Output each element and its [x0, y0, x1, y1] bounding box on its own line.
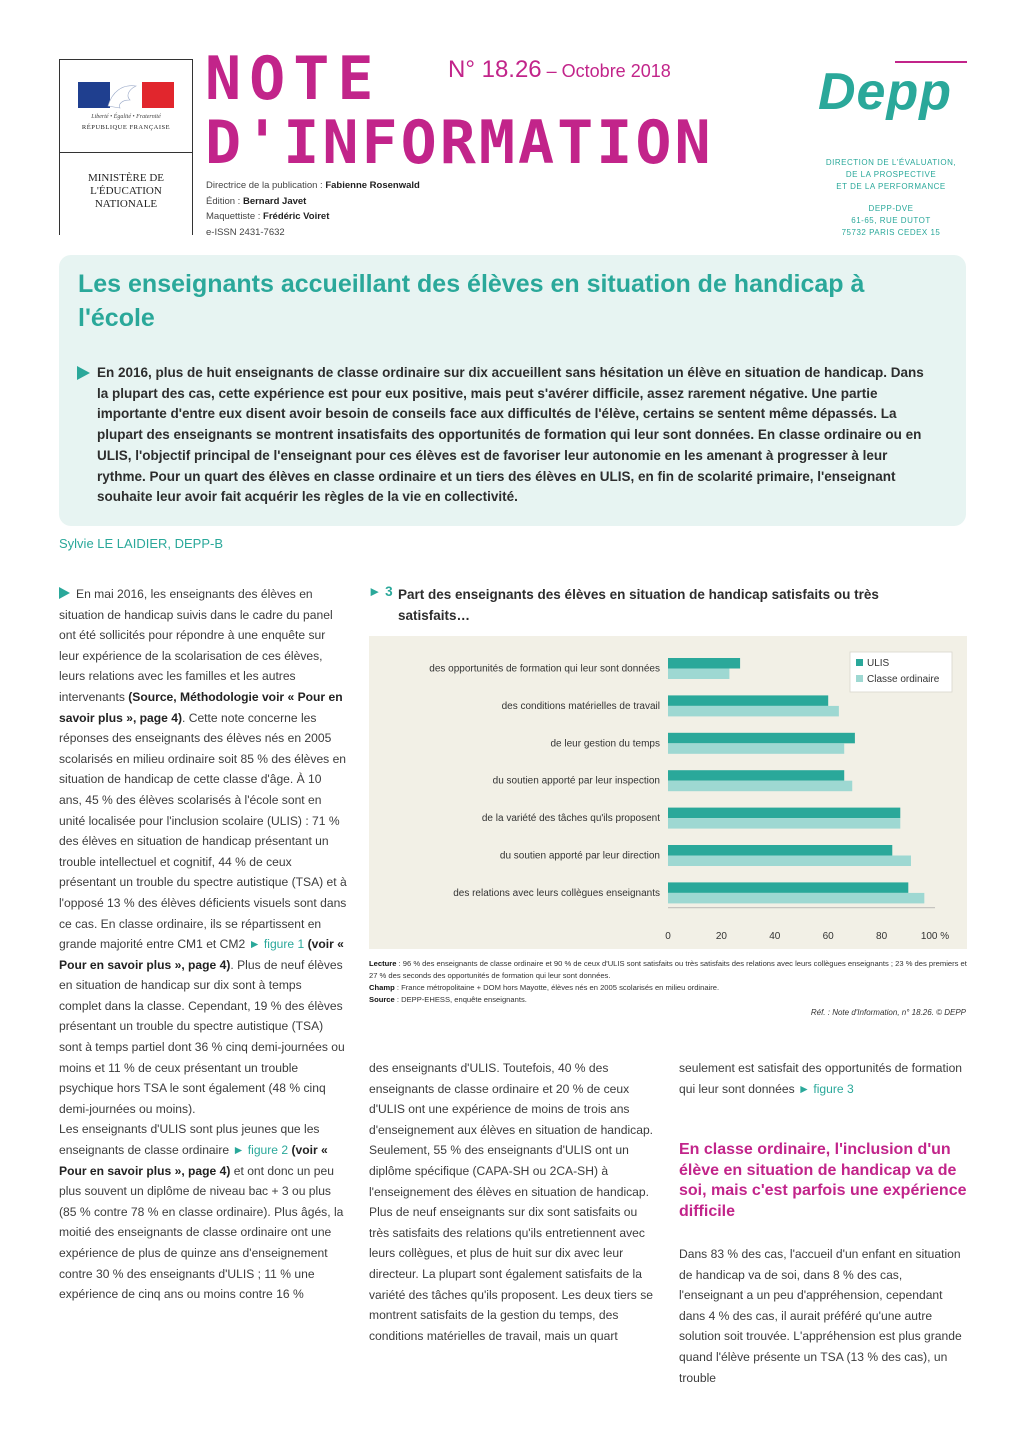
- issue-number: N° 18.26: [448, 56, 542, 83]
- article-lead: En 2016, plus de huit enseignants de classe ordinaire sur dix accueillent sans hésitation un élève en situation de handicap. Dans la plupart des cas, cette expérience est pour eux positive, mais peut s'avérer difficile, assez rarement négative. Une partie importante d'entre eux disent avoir besoin de conseils face aux difficultés de l'élève, certains se sentent même dépassés. La plupart des enseignants se montrent insatisfaits des opportunités de formation qui leur sont données. En classe ordinaire ou en ULIS, l'objectif principal de l'enseignant pour ces élèves est de favoriser leur autonomie en les amenant à progresser à leur rythme. Pour un quart des élèves en classe ordinaire et un tiers des élèves en ULIS, en fin de scolarité primaire, l'enseignant souhaite leur avoir fait acquérir les règles de la vie en collectivité.: [97, 365, 924, 505]
- bar-ulis: [668, 845, 892, 856]
- bar-ulis: [668, 770, 844, 781]
- publication-title-line2: D'INFORMATION: [205, 108, 714, 178]
- depp-direction: DIRECTION DE L'ÉVALUATION, DE LA PROSPECTIVE ET DE LA PERFORMANCE: [825, 158, 957, 191]
- paragraph: Les enseignants d'ULIS sont plus jeunes que les enseignants de classe ordinaire ► figure 2 (voir « Pour en savoir plus », page 4) et ont donc un peu plus souvent un diplôme de niveau bac + 3 ou plus (85 % contre 78 % en classe ordinaire). Plus âgés, la moitié des enseignants de classe ordinaire ont une expérience de plus de quinze ans d'enseignement contre 30 % des enseignants d'ULIS ; 11 % une expérience de cinq ans ou moins contre 16 %: [59, 1122, 344, 1302]
- depp-logo: Depp: [818, 63, 952, 121]
- x-tick-label: 100 %: [920, 931, 950, 942]
- credit-line: Édition : Bernard Javet: [206, 195, 307, 207]
- marianne-logo-icon: [78, 76, 174, 112]
- paragraph: seulement est satisfait des opportunités de formation qui leur sont données ► figure 3: [679, 1061, 963, 1096]
- legend-label: Classe ordinaire: [867, 674, 940, 685]
- credit-line: Maquettiste : Frédéric Voiret: [206, 211, 330, 222]
- bar-ulis: [668, 808, 900, 819]
- publication-credits: [206, 178, 420, 240]
- figure-3-link[interactable]: ► figure 3: [798, 1081, 854, 1096]
- figure-reference: Réf. : Note d'Information, n° 18.26. © DEPP: [810, 1008, 966, 1017]
- bar-classe-ordinaire: [668, 706, 839, 717]
- credit-line: e-ISSN 2431-7632: [206, 226, 285, 238]
- bar-classe-ordinaire: [668, 781, 852, 792]
- bar-classe-ordinaire: [668, 893, 924, 904]
- bar-ulis: [668, 733, 855, 744]
- category-label: des conditions matérielles de travail: [501, 700, 660, 712]
- legend-box: [850, 652, 952, 692]
- x-tick-label: 80: [876, 931, 888, 942]
- article-author: Sylvie LE LAIDIER, DEPP-B: [59, 536, 223, 551]
- body-column-2: [369, 1058, 659, 1346]
- category-label: des relations avec leurs collègues enseignants: [453, 887, 660, 899]
- body-column-3: [679, 1058, 967, 1099]
- issue-info: [448, 56, 671, 84]
- publication-title-line1: NOTE: [205, 44, 382, 114]
- x-tick-label: 20: [715, 931, 727, 942]
- body-column-1: [59, 584, 347, 1305]
- figure-1-link[interactable]: ► figure 1: [248, 937, 305, 952]
- lecture-note: Lecture : 96 % des enseignants de classe ordinaire et 90 % de ceux d'ULIS sont satisfaits ou très satisfaits des relations avec leurs collègues enseignants ; 23 % des premiers et 27 % des seconds des opportunités de formation qui leur sont données.: [369, 959, 967, 980]
- bar-ulis: [668, 882, 908, 893]
- paragraph: Plus de neuf enseignants sur dix sont satisfaits ou très satisfaits des relations qu'ils entretiennent avec leurs collègues, et plus de huit sur dix avec leur directeur. La plupart sont également satisfaits de la variété des tâches qu'ils proposent. Les deux tiers se montrent satisfaits de la gestion du temps, des conditions matérielles de travail, mais un quart: [369, 1205, 653, 1343]
- category-label: de leur gestion du temps: [550, 738, 660, 750]
- category-label: des opportunités de formation qui leur sont données: [429, 663, 660, 675]
- figure-title: Part des enseignants des élèves en situation de handicap satisfaits ou très satisfaits…: [398, 587, 879, 623]
- paragraph: Dans 83 % des cas, l'accueil d'un enfant en situation de handicap va de soi, dans 8 % des cas, l'enseignant a un peu d'appréhension, cependant dans 4 % des cas, il aurait préféré qu'une autre solution soit trouvée. L'appréhension est plus grande quand l'élève présente un TSA (13 % des cas), un trouble: [679, 1247, 962, 1385]
- section-heading: En classe ordinaire, l'inclusion d'un élève en situation de handicap va de soi, mais c'est parfois une expérience difficile: [679, 1141, 967, 1220]
- champ-note: Champ : France métropolitaine + DOM hors Mayotte, élèves nés en 2005 scolarisés en milieu ordinaire.: [369, 983, 720, 992]
- x-tick-label: 0: [665, 931, 671, 942]
- credit-line: Directrice de la publication : Fabienne Rosenwald: [206, 180, 420, 191]
- depp-address: DEPP-DVE 61-65, RUE DUTOT 75732 PARIS CEDEX 15: [841, 204, 941, 237]
- figure-number: ► 3: [368, 584, 393, 599]
- category-label: du soutien apporté par leur direction: [499, 850, 660, 862]
- article-headline: Les enseignants accueillant des élèves en situation de handicap à l'école: [78, 270, 865, 332]
- legend-swatch: [856, 659, 863, 666]
- bar-classe-ordinaire: [668, 669, 729, 680]
- satisfaction-bar-chart: [369, 636, 967, 949]
- bar-classe-ordinaire: [668, 856, 911, 867]
- bar-ulis: [668, 658, 740, 669]
- body-column-3-continued: [679, 1244, 967, 1388]
- bar-ulis: [668, 695, 828, 706]
- figure-notes: [369, 958, 967, 1006]
- x-tick-label: 40: [769, 931, 781, 942]
- bar-classe-ordinaire: [668, 818, 900, 829]
- legend-label: ULIS: [867, 658, 890, 669]
- category-label: du soutien apporté par leur inspection: [492, 775, 660, 787]
- source-note: Source : DEPP-EHESS, enquête enseignants.: [369, 995, 527, 1004]
- x-tick-label: 60: [822, 931, 834, 942]
- issue-date: – Octobre 2018: [541, 61, 671, 81]
- ministry-name: MINISTÈRE DE L'ÉDUCATION NATIONALE: [87, 172, 165, 210]
- ministry-logo-block: [59, 59, 193, 235]
- republic-name: RÉPUBLIQUE FRANÇAISE: [81, 124, 171, 131]
- republic-motto: Liberté • Égalité • Fraternité: [91, 114, 161, 120]
- logo-divider: [60, 152, 192, 153]
- paragraph: En mai 2016, les enseignants des élèves en situation de handicap suivis dans le cadre du panel ont été sollicités pour répondre à une enquête sur leur expérience de la scolarisation de ces élèves, leurs relations avec les familles et les autres intervenants (Source, Méthodologie voir « Pour en savoir plus », page 4). Cette note concerne les réponses des enseignants des élèves nés en 2005 scolarisés en milieu ordinaire soit 85 % des élèves en situation de handicap de cette classe d'âge. À 10 ans, 45 % des élèves scolarisés à l'école sont en unité localisée pour l'inclusion scolaire (ULIS) : 71 % des élèves en situation de handicap présentant un trouble intellectuel et cognitif, 44 % de ceux présentant un trouble du spectre autistique (TSA) et à l'opposé 13 % des élèves déficients visuels sont dans ce cas. En classe ordinaire, ils se répartissent en grande majorité entre CM1 et CM2 ► figure 1 (voir « Pour en savoir plus », page 4). Plus de neuf élèves en situation de handicap sur dix sont à temps complet dans la classe. Cependant, 19 % des élèves présentant un trouble du spectre autistique (TSA) sont à temps partiel dont 36 % cinq demi-journées ou moins et 11 % de ceux présentant un trouble psychique hors TSA le sont également (48 % cinq demi-journées ou moins).: [59, 587, 347, 1116]
- paragraph: des enseignants d'ULIS. Toutefois, 40 % des enseignants de classe ordinaire et 20 % de ceux d'ULIS ont une expérience de moins de trois ans d'enseignement aux élèves en situation de handicap. Seulement, 55 % des enseignants d'ULIS ont un diplôme spécifique (CAPA-SH ou 2CA-SH) à l'enseignement des élèves en situation de handicap.: [369, 1061, 654, 1199]
- figure-2-link[interactable]: ► figure 2: [232, 1143, 289, 1158]
- triangle-arrow-icon: [59, 587, 70, 599]
- category-label: de la variété des tâches qu'ils proposent: [481, 813, 660, 825]
- triangle-arrow-icon: [77, 366, 90, 380]
- legend-swatch: [856, 675, 863, 682]
- bar-classe-ordinaire: [668, 743, 844, 754]
